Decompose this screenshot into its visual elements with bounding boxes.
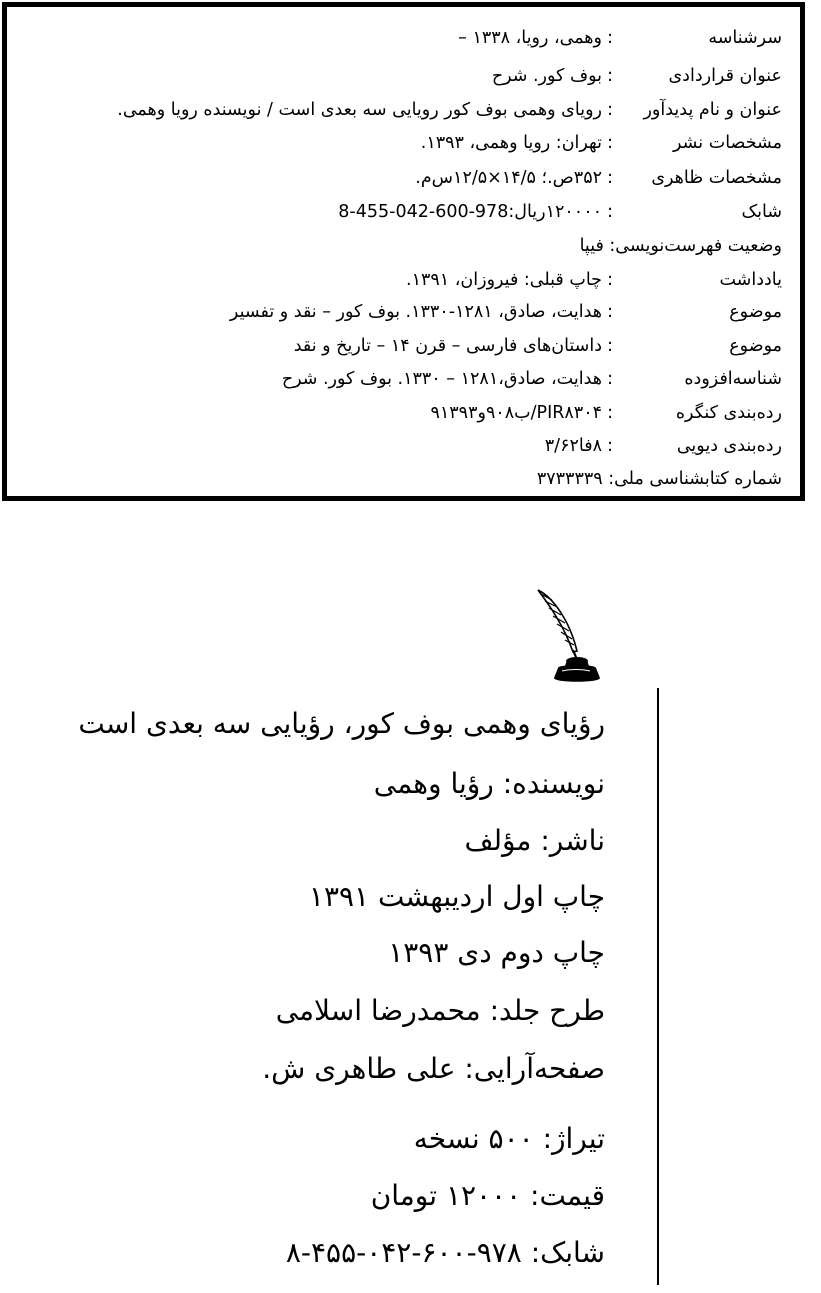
cip-row-dewey-classification [7, 430, 800, 463]
cip-label: عنوان قراردادی [668, 66, 782, 86]
cip-row-national-bibliography-number [7, 463, 800, 496]
cip-value: PIR۸۳۰۴/ب۹۰۸و۹۱۳۹۳ [430, 403, 602, 423]
cip-row-cataloging-status [7, 230, 800, 263]
cip-row-note [7, 264, 800, 297]
publisher-line: ناشر: مؤلف [464, 824, 605, 857]
cip-row-lc-classification [7, 397, 800, 430]
second-edition-line: چاپ دوم دی ۱۳۹۳ [388, 936, 605, 969]
cip-value: ۱۲۰۰۰۰ریال:978-600-042-455-8 [338, 202, 602, 222]
cip-row-added-entry [7, 363, 800, 396]
vertical-divider [657, 688, 659, 1285]
cip-row-isbn [7, 196, 800, 229]
cip-label: شناسه‌افزوده [684, 369, 782, 389]
cip-value: ۳۵۲ص.؛ ۱۴/۵×۱۲/۵س‌م. [415, 168, 602, 188]
cip-value: داستان‌های فارسی – قرن ۱۴ – تاریخ و نقد [293, 336, 602, 356]
cip-label: رده‌بندی دیویی [676, 436, 782, 456]
cip-row-subject-2 [7, 330, 800, 363]
cip-colon: : [607, 403, 613, 423]
cip-full-line: شماره کتابشناسی ملی: ۳۷۳۳۳۳۹ [536, 469, 782, 489]
cip-colon: : [607, 28, 613, 48]
cip-catalog-box [2, 2, 805, 501]
cip-label: شابک [741, 202, 782, 222]
cip-full-line: وضعیت فهرست‌نویسی: فیپا [579, 236, 782, 256]
first-edition-line: چاپ اول اردیبهشت ۱۳۹۱ [308, 880, 605, 913]
cip-value: بوف کور. شرح [491, 66, 602, 86]
cip-colon: : [607, 302, 613, 322]
cip-label: سرشناسه [708, 28, 782, 48]
cip-row-publication [7, 127, 800, 160]
cip-row-subject-1 [7, 296, 800, 329]
cip-colon: : [607, 369, 613, 389]
cip-colon: : [607, 168, 613, 188]
cip-colon: : [607, 202, 613, 222]
print-run-line: تیراژ: ۵۰۰ نسخه [413, 1122, 605, 1155]
cip-value: هدایت، صادق، ۱۲۸۱-۱۳۳۰. بوف کور – نقد و تفسیر [229, 302, 602, 322]
cip-colon: : [607, 100, 613, 120]
cover-designer-line: طرح جلد: محمدرضا اسلامی [275, 994, 605, 1027]
cip-value: تهران: رویا وهمی، ۱۳۹۳. [420, 133, 602, 153]
price-line: قیمت: ۱۲۰۰۰ تومان [370, 1179, 605, 1212]
cip-label: مشخصات ظاهری [651, 168, 782, 188]
isbn-line: شابک: ۹۷۸-۶۰۰-۰۴۲-۴۵۵-۸ [285, 1236, 605, 1269]
page-layout-line: صفحه‌آرایی: علی طاهری ش. [262, 1052, 605, 1085]
cip-colon: : [607, 66, 613, 86]
cip-row-physical-description [7, 162, 800, 195]
cip-colon: : [607, 270, 613, 290]
cip-colon: : [607, 436, 613, 456]
cip-label: رده‌بندی کنگره [675, 403, 782, 423]
cip-value: هدایت، صادق،۱۲۸۱ – ۱۳۳۰. بوف کور. شرح [281, 369, 602, 389]
cip-row-uniform-title [7, 60, 800, 93]
cip-label: یادداشت [719, 270, 782, 290]
cip-label: موضوع [729, 302, 782, 322]
cip-value: ۸فا۳/۶۲ [544, 436, 602, 456]
cip-value: چاپ قبلی: فیروزان، ۱۳۹۱. [406, 270, 602, 290]
book-title-line: رؤیای وهمی بوف کور، رؤیایی سه بعدی است [78, 707, 605, 740]
cip-colon: : [607, 133, 613, 153]
cip-label: مشخصات نشر [673, 133, 782, 153]
cip-value: وهمی، رویا، ۱۳۳۸ – [458, 28, 602, 48]
cip-row-author [7, 22, 800, 55]
cip-value: رویای وهمی بوف کور رویایی سه بعدی است / نویسنده رویا وهمی. [117, 100, 602, 120]
cip-label: عنوان و نام پدیدآور [643, 100, 782, 120]
quill-inkwell-icon [530, 588, 616, 684]
author-line: نویسنده: رؤیا وهمی [373, 767, 605, 800]
cip-row-title-statement [7, 94, 800, 127]
cip-colon: : [607, 336, 613, 356]
cip-label: موضوع [729, 336, 782, 356]
